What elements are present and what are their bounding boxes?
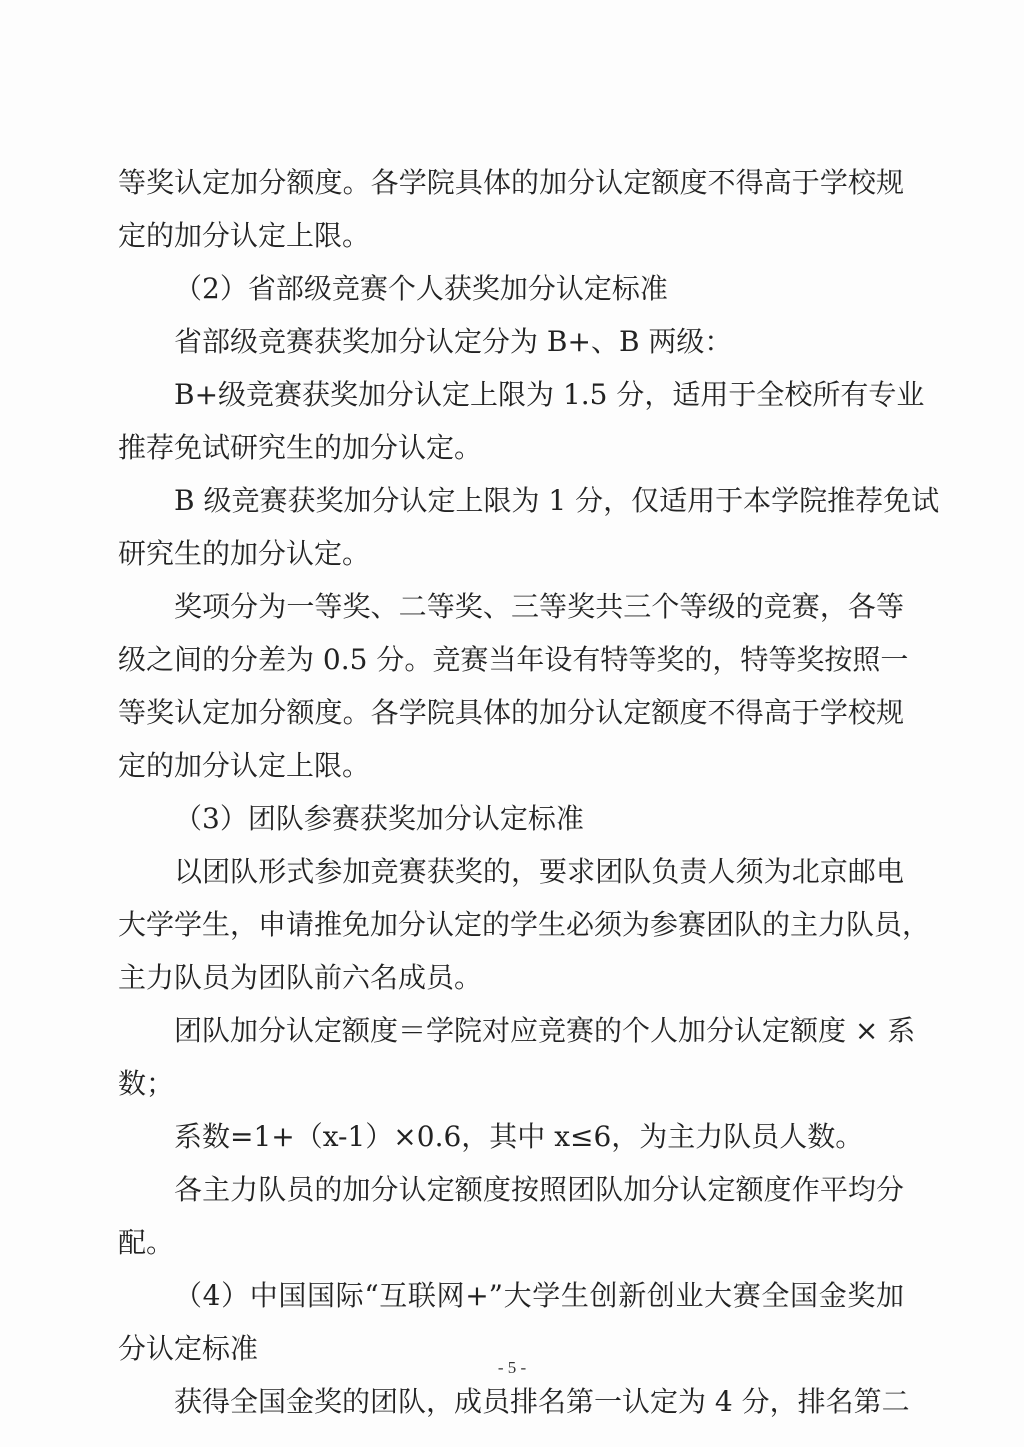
text-line: 数；	[118, 1067, 175, 1100]
text-line: 定的加分认定上限。	[118, 219, 371, 252]
text-line: （3）团队参赛获奖加分认定标准	[174, 802, 584, 835]
text-line: 级之间的分差为 0.5 分。竞赛当年设有特等奖的，特等奖按照一	[118, 643, 909, 676]
text-line: 主力队员为团队前六名成员。	[118, 961, 483, 994]
text-line: B 级竞赛获奖加分认定上限为 1 分，仅适用于本学院推荐免试	[174, 484, 940, 517]
body-text	[118, 156, 940, 1428]
text-line: （2）省部级竞赛个人获奖加分认定标准	[174, 272, 668, 305]
text-line: 省部级竞赛获奖加分认定分为 B+、B 两级：	[174, 325, 733, 358]
text-line: 研究生的加分认定。	[118, 537, 371, 570]
text-line: 配。	[118, 1226, 175, 1259]
text-line: （4）中国国际“互联网+”大学生创新创业大赛全国金奖加	[174, 1279, 904, 1312]
text-line: 等奖认定加分额度。各学院具体的加分认定额度不得高于学校规	[118, 166, 904, 199]
text-line: B+级竞赛获奖加分认定上限为 1.5 分，适用于全校所有专业	[174, 378, 925, 411]
text-line: 团队加分认定额度＝学院对应竞赛的个人加分认定额度 × 系	[174, 1014, 916, 1047]
text-line: 获得全国金奖的团队，成员排名第一认定为 4 分，排名第二	[174, 1385, 910, 1418]
page-number: - 5 -	[497, 1358, 527, 1377]
text-line: 等奖认定加分额度。各学院具体的加分认定额度不得高于学校规	[118, 696, 904, 729]
text-line: 分认定标准	[118, 1332, 259, 1365]
text-line: 大学学生，申请推免加分认定的学生必须为参赛团队的主力队员，	[118, 908, 931, 941]
text-line: 奖项分为一等奖、二等奖、三等奖共三个等级的竞赛，各等	[174, 590, 904, 623]
text-line: 以团队形式参加竞赛获奖的，要求团队负责人须为北京邮电	[174, 855, 904, 888]
text-line: 系数=1+（x-1）×0.6，其中 x≤6，为主力队员人数。	[174, 1120, 864, 1153]
text-line: 定的加分认定上限。	[118, 749, 371, 782]
text-line: 推荐免试研究生的加分认定。	[118, 431, 483, 464]
text-line: 各主力队员的加分认定额度按照团队加分认定额度作平均分	[174, 1173, 904, 1206]
